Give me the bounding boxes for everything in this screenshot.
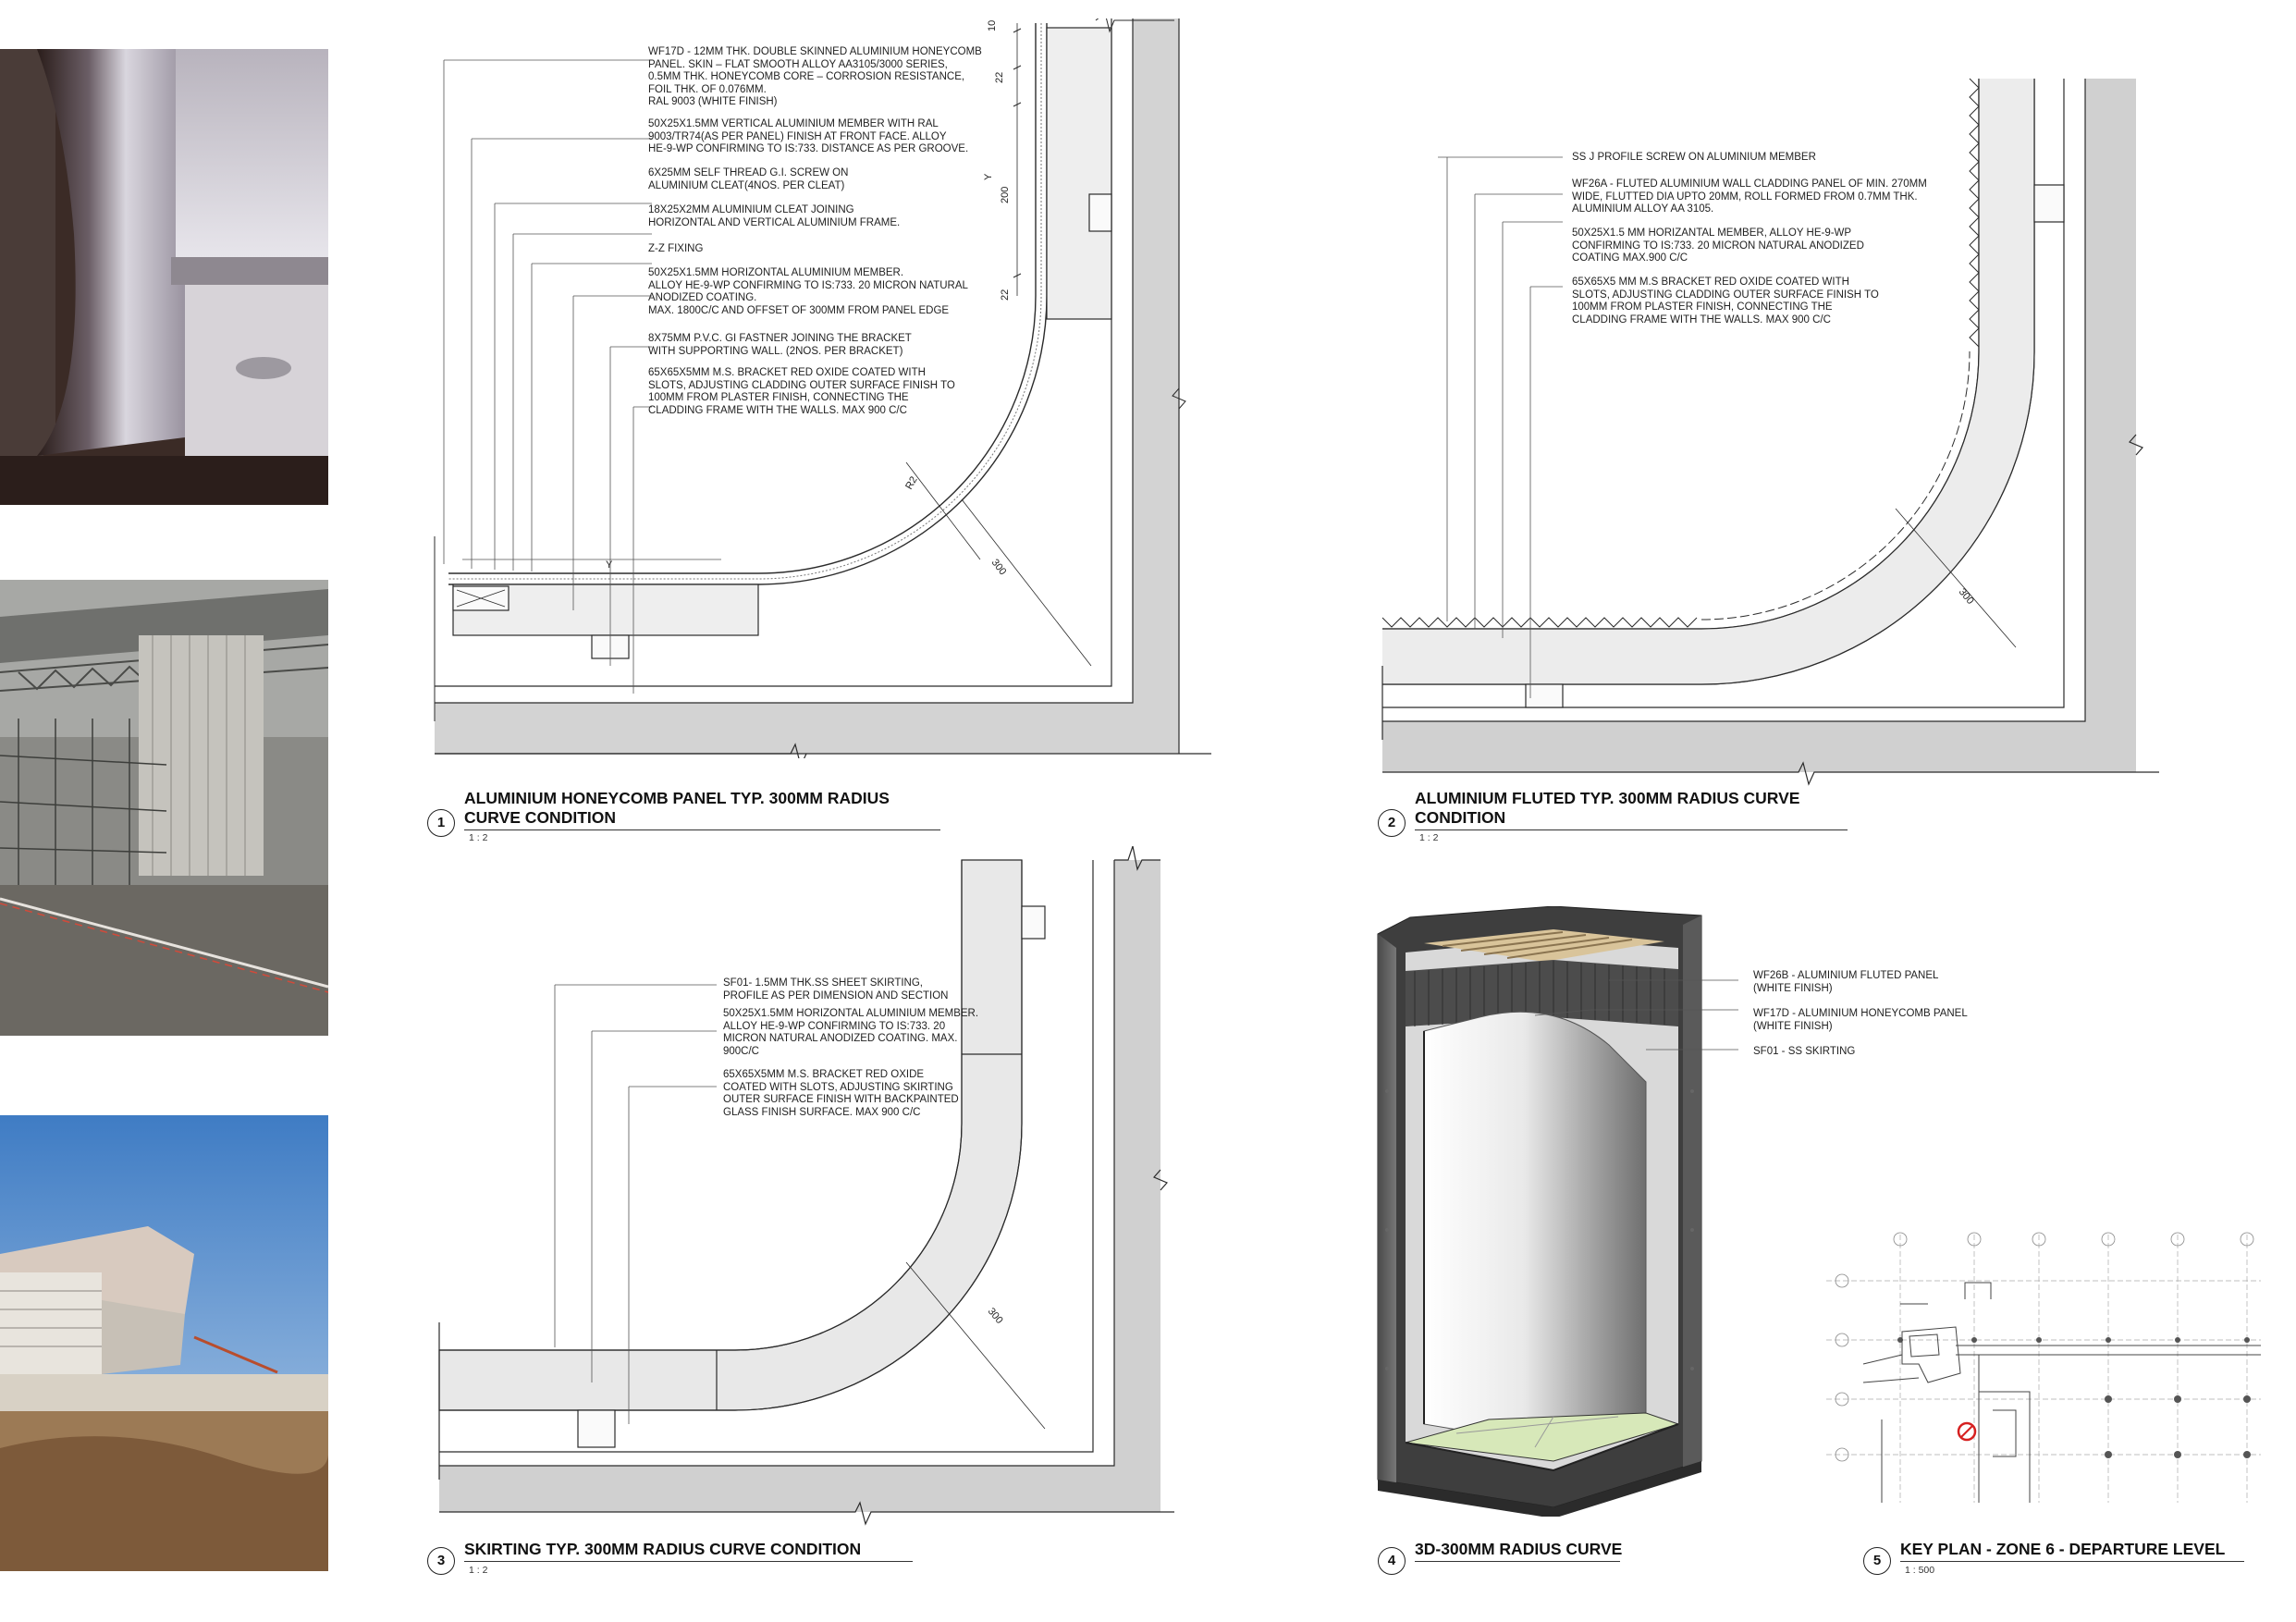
dim-300: 300	[988, 557, 1009, 578]
dim-y-horizontal: Y	[606, 559, 613, 571]
note-p3-skirting: SF01- 1.5MM THK.SS SHEET SKIRTING, PROFILE AS PER DIMENSION AND SECTION	[723, 977, 949, 1001]
detail-title-1: ALUMINIUM HONEYCOMB PANEL TYP. 300MM RADIUS CURVE CONDITION	[464, 789, 890, 827]
detail-number-3: 3	[427, 1547, 455, 1575]
dim-y-vertical: Y	[983, 173, 994, 180]
detail-scale-1: 1 : 2	[469, 832, 488, 843]
detail-title-4: 3D-300MM RADIUS CURVE	[1415, 1540, 1623, 1558]
key-plan	[1826, 1225, 2265, 1503]
note-p2-fluted-panel: WF26A - FLUTED ALUMINIUM WALL CLADDING PANEL OF MIN. 270MM WIDE, FLUTTED DIA UPTO 20MM, ROLL FORMED FROM 0.7MM THK. ALUMINIUM ALLOY AA 3105.	[1572, 178, 1927, 215]
dim-300-p3: 300	[985, 1306, 1005, 1326]
note-p1-cleat: 18X25X2MM ALUMINIUM CLEAT JOINING HORIZONTAL AND VERTICAL ALUMINIUM FRAME.	[648, 204, 901, 228]
site-photo-interior	[0, 49, 328, 505]
note-p1-fastner: 8X75MM P.V.C. GI FASTNER JOINING THE BRACKET WITH SUPPORTING WALL. (2NOS. PER BRACKET)	[648, 333, 912, 357]
title-block-5	[1863, 1540, 2279, 1595]
note-p1-vertical-member: 50X25X1.5MM VERTICAL ALUMINIUM MEMBER WITH RAL 9003/TR74(AS PER PANEL) FINISH AT FRONT FACE. ALLOY HE-9-WP CONFIRMING TO IS:733. DISTANCE AS PER GROOVE.	[648, 118, 969, 154]
detail-2-fluted-panel	[1378, 74, 2164, 786]
detail-1-honeycomb-panel	[425, 18, 1221, 758]
detail-title-2: ALUMINIUM FLUTED TYP. 300MM RADIUS CURVE CONDITION	[1415, 789, 1800, 827]
note-p4-honeycomb-panel: WF17D - ALUMINIUM HONEYCOMB PANEL (WHITE FINISH)	[1753, 1008, 1968, 1032]
note-p2-horizontal-member: 50X25X1.5 MM HORIZANTAL MEMBER, ALLOY HE-9-WP CONFIRMING TO IS:733. 20 MICRON NATURAL ANODIZED COATING MAX.900 C/C	[1572, 227, 1864, 264]
dim-22-top: 22	[994, 71, 1005, 83]
note-p1-zz-fixing: Z-Z FIXING	[648, 243, 704, 254]
detail-4-3d-view	[1369, 906, 1868, 1517]
detail-3-drawing	[435, 846, 1193, 1530]
note-p2-screw: SS J PROFILE SCREW ON ALUMINIUM MEMBER	[1572, 152, 1816, 163]
detail-number-4: 4	[1378, 1547, 1406, 1575]
detail-4-drawing	[1369, 906, 1868, 1517]
note-p4-fluted-panel: WF26B - ALUMINIUM FLUTED PANEL (WHITE FINISH)	[1753, 970, 1939, 994]
title-rule-3	[464, 1561, 913, 1562]
dim-10: 10	[987, 19, 998, 31]
note-p4-skirting: SF01 - SS SKIRTING	[1753, 1046, 1856, 1057]
detail-3-skirting	[435, 846, 1193, 1530]
title-rule-1	[464, 829, 940, 830]
title-rule-4	[1415, 1561, 1620, 1562]
site-photo-steel-frame	[0, 580, 328, 1036]
detail-scale-5: 1 : 500	[1905, 1565, 1935, 1576]
dim-200: 200	[1000, 186, 1011, 203]
title-rule-2	[1415, 829, 1848, 830]
detail-scale-2: 1 : 2	[1419, 832, 1439, 843]
note-p3-bracket: 65X65X5MM M.S. BRACKET RED OXIDE COATED WITH SLOTS, ADJUSTING SKIRTING OUTER SURFACE FINISH WITH BACKPAINTED GLASS FINISH SURFACE. MAX 900 C/C	[723, 1069, 959, 1118]
detail-number-1: 1	[427, 809, 455, 837]
note-p1-screw: 6X25MM SELF THREAD G.I. SCREW ON ALUMINIUM CLEAT(4NOS. PER CLEAT)	[648, 167, 849, 191]
title-block-2	[1378, 789, 1859, 844]
note-p1-horizontal-member: 50X25X1.5MM HORIZONTAL ALUMINIUM MEMBER. ALLOY HE-9-WP CONFIRMING TO IS:733. 20 MICRON NATURAL ANODIZED COATING. MAX. 1800C/C AND OFFSET OF 300MM FROM PANEL EDGE	[648, 267, 968, 316]
title-rule-5	[1900, 1561, 2244, 1562]
title-block-3	[427, 1540, 908, 1595]
detail-title-3: SKIRTING TYP. 300MM RADIUS CURVE CONDITION	[464, 1540, 862, 1558]
note-p3-horizontal-member: 50X25X1.5MM HORIZONTAL ALUMINIUM MEMBER. ALLOY HE-9-WP CONFIRMING TO IS:733. 20 MICRON NATURAL ANODIZED COATING. MAX. 900C/C	[723, 1008, 979, 1057]
dim-300-p2: 300	[1956, 586, 1976, 607]
note-p1-bracket: 65X65X5MM M.S. BRACKET RED OXIDE COATED WITH SLOTS, ADJUSTING CLADDING OUTER SURFACE FINISH TO 100MM FROM PLASTER FINISH, CONNECTING THE CLADDING FRAME WITH THE WALLS. MAX 900 C/C	[648, 367, 955, 416]
detail-number-2: 2	[1378, 809, 1406, 837]
title-block-1	[427, 789, 945, 844]
dim-22-bottom: 22	[1000, 289, 1011, 301]
note-p1-honeycomb-panel: WF17D - 12MM THK. DOUBLE SKINNED ALUMINIUM HONEYCOMB PANEL. SKIN – FLAT SMOOTH ALLOY AA3105/3000 SERIES, 0.5MM THK. HONEYCOMB CORE – CORROSION RESISTANCE, FOIL THK. OF 0.076MM. RAL 9003 (WHITE FINISH)	[648, 46, 982, 107]
detail-scale-3: 1 : 2	[469, 1565, 488, 1576]
key-plan-drawing	[1826, 1225, 2265, 1503]
note-p2-bracket: 65X65X5 MM M.S BRACKET RED OXIDE COATED WITH SLOTS, ADJUSTING CLADDING OUTER SURFACE FINISH TO 100MM FROM PLASTER FINISH, CONNECTING THE CLADDING FRAME WITH THE WALLS. MAX 900 C/C	[1572, 276, 1879, 326]
title-block-4	[1378, 1540, 1655, 1595]
site-photo-exterior	[0, 1115, 328, 1571]
detail-number-5: 5	[1863, 1547, 1891, 1575]
dim-r2: R2	[903, 474, 920, 492]
detail-title-5: KEY PLAN - ZONE 6 - DEPARTURE LEVEL	[1900, 1540, 2226, 1558]
